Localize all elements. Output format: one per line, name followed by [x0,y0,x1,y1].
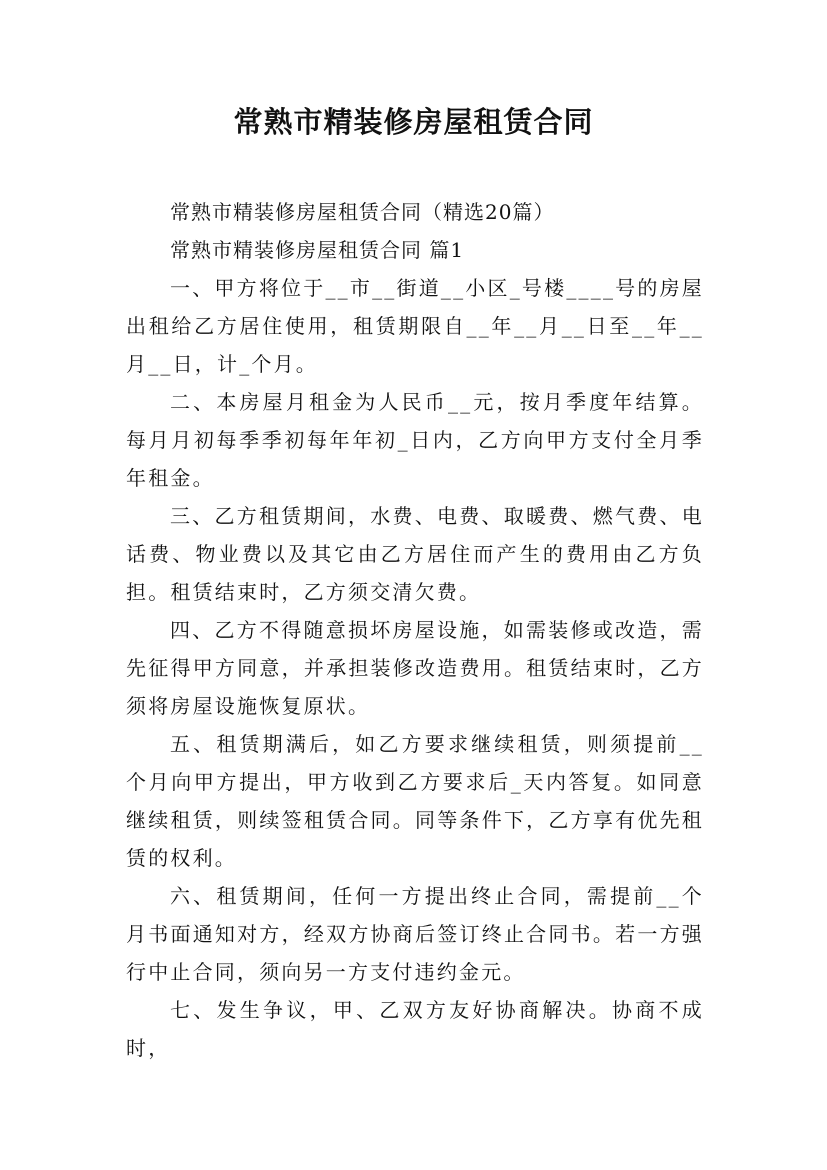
section-heading: 常熟市精装修房屋租赁合同 篇1 [170,238,465,262]
document-body [126,193,704,1067]
clause-6: 六、租赁期间，任何一方提出终止合同，需提前__个月书面通知对方，经双方协商后签订终止合同书。若一方强行中止合同，须向另一方支付违约金元。 [126,884,704,984]
clause-7: 七、发生争议，甲、乙双方友好协商解决。协商不成时， [126,998,704,1060]
clause-2: 二、本房屋月租金为人民币__元，按月季度年结算。每月月初每季季初每年年初_日内，乙方向甲方支付全月季年租金。 [126,390,704,490]
clause-3: 三、乙方租赁期间，水费、电费、取暖费、燃气费、电话费、物业费以及其它由乙方居住而产生的费用由乙方负担。租赁结束时，乙方须交清欠费。 [126,504,704,604]
clause-5: 五、租赁期满后，如乙方要求继续租赁，则须提前__个月向甲方提出，甲方收到乙方要求后_天内答复。如同意继续租赁，则续签租赁合同。同等条件下，乙方享有优先租赁的权利。 [126,732,704,870]
document-title: 常熟市精装修房屋租赁合同 [233,105,594,139]
clause-1: 一、甲方将位于__市__街道__小区_号楼____号的房屋出租给乙方居住使用，租赁期限自__年__月__日至__年__月__日，计_个月。 [126,276,704,376]
document-subtitle: 常熟市精装修房屋租赁合同（精选20篇） [170,200,555,224]
clause-4: 四、乙方不得随意损坏房屋设施，如需装修或改造，需先征得甲方同意，并承担装修改造费用。租赁结束时，乙方须将房屋设施恢复原状。 [126,618,704,718]
